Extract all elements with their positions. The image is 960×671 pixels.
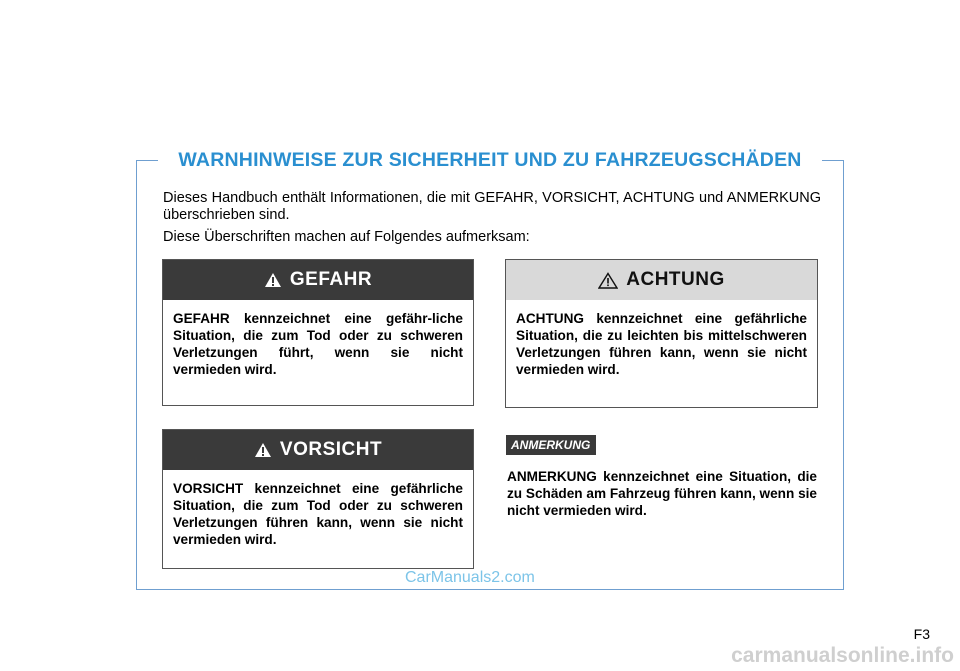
intro-paragraph-1: Dieses Handbuch enthält Informationen, die mit GEFAHR, VORSICHT, ACHTUNG und ANMERKUNG überschrieben sind. [163,190,821,223]
anmerkung-text: ANMERKUNG kennzeichnet eine Situation, die zu Schäden am Fahrzeug führen kann, wenn sie nicht vermieden wird. [507,469,817,518]
frame-top-right-line [822,160,844,161]
intro-text [163,190,821,251]
vorsicht-text: VORSICHT kennzeichnet eine gefährliche Situation, die zum Tod oder zu schweren Verletzungen führen kann, wenn sie nicht vermieden wird. [173,481,463,547]
watermark: CarManuals2.com [405,569,535,586]
footer-watermark: carmanualsonline.info [731,644,954,667]
achtung-title: ACHTUNG [626,269,725,290]
warning-triangle-filled-icon [264,272,282,288]
warning-triangle-outline-icon [598,272,618,289]
frame-top-left-line [136,160,158,161]
gefahr-box [162,259,474,406]
achtung-text: ACHTUNG kennzeichnet eine gefährliche Situation, die zu leichten bis mittelschweren Verletzungen führen kann, wenn sie nicht vermieden wird. [516,311,807,377]
anmerkung-badge: ANMERKUNG [506,435,596,455]
vorsicht-header [163,430,473,470]
warning-triangle-filled-icon [254,442,272,458]
achtung-header [506,260,817,300]
intro-paragraph-2: Diese Überschriften machen auf Folgendes aufmerksam: [163,229,530,245]
page-number: F3 [913,626,930,642]
section-title: WARNHINWEISE ZUR SICHERHEIT UND ZU FAHRZEUGSCHÄDEN [178,149,802,171]
gefahr-header [163,260,473,300]
vorsicht-title: VORSICHT [279,439,383,460]
gefahr-text: GEFAHR kennzeichnet eine gefähr-liche Situation, die zum Tod oder zu schweren Verletzungen führt, wenn sie nicht vermieden wird. [173,311,463,377]
achtung-box [505,259,818,408]
vorsicht-box [162,429,474,569]
gefahr-title: GEFAHR [289,269,373,290]
